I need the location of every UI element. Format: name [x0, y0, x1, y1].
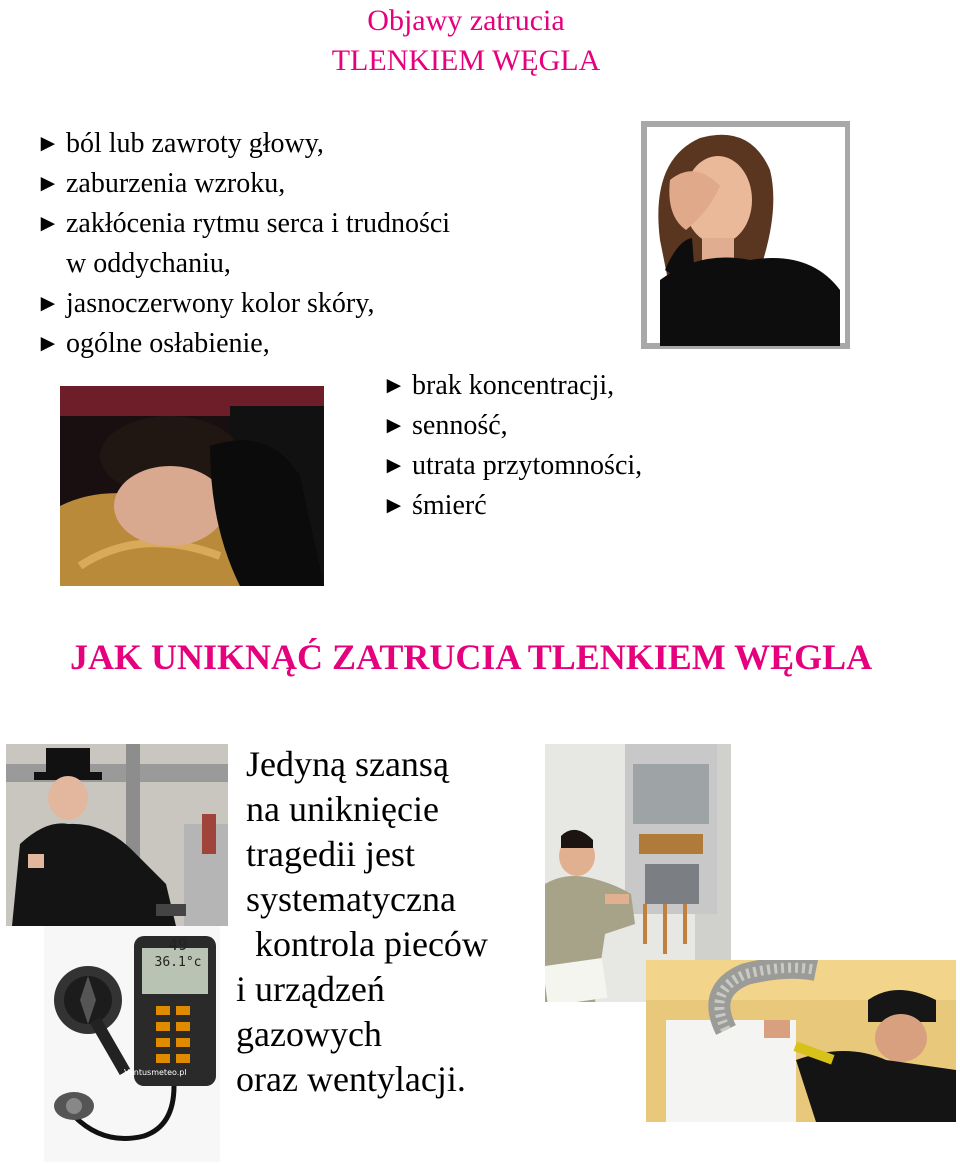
advice-line: systematyczna	[246, 879, 456, 919]
bullet-arrow-icon: ►	[36, 291, 60, 317]
bullet-arrow-icon: ►	[36, 131, 60, 157]
flue-inspection-photo	[646, 960, 956, 1122]
symptom-item: ► zaburzenia wzroku,	[36, 164, 450, 204]
anemometer-meter-photo	[44, 926, 220, 1162]
symptom-list-bottom	[382, 366, 642, 526]
sleeping-person-photo	[60, 386, 324, 586]
advice-line: gazowych	[236, 1014, 382, 1054]
bullet-arrow-icon: ►	[382, 413, 406, 439]
symptom-item: ► brak koncentracji,	[382, 366, 642, 406]
symptom-item: ► ogólne osłabienie,	[36, 324, 450, 364]
meter-display-line1: 49	[168, 935, 188, 954]
title-line-2: TLENKIEM WĘGLA	[331, 44, 601, 77]
title-line-1: Objawy zatrucia	[367, 4, 565, 37]
bullet-arrow-icon: ►	[382, 373, 406, 399]
chimney-sweep-photo	[6, 744, 228, 926]
symptom-item: ► zakłócenia rytmu serca i trudności	[36, 204, 450, 244]
symptom-item: ► jasnoczerwony kolor skóry,	[36, 284, 450, 324]
meter-brand-label: Ventusmeteo.pl	[124, 1068, 187, 1077]
headache-woman-photo	[640, 120, 850, 350]
symptom-item: ► śmierć	[382, 486, 642, 526]
bullet-arrow-icon: ►	[36, 171, 60, 197]
bullet-arrow-icon: ►	[36, 331, 60, 357]
advice-line: oraz wentylacji.	[236, 1059, 466, 1099]
advice-text	[236, 742, 488, 1102]
bullet-arrow-icon: ►	[382, 493, 406, 519]
symptom-item: ► ból lub zawroty głowy,	[36, 124, 450, 164]
symptom-item: ► utrata przytomności,	[382, 446, 642, 486]
bullet-arrow-icon: ►	[382, 453, 406, 479]
advice-line: Jedyną szansą	[246, 744, 449, 784]
advice-line: kontrola pieców	[246, 924, 488, 964]
symptom-item-continuation: w oddychaniu,	[66, 248, 231, 279]
advice-line: tragedii jest	[246, 834, 415, 874]
symptom-list-top	[36, 124, 450, 364]
prevention-heading: JAK UNIKNĄĆ ZATRUCIA TLENKIEM WĘGLA	[70, 637, 873, 677]
advice-line: i urządzeń	[236, 969, 385, 1009]
bullet-arrow-icon: ►	[36, 211, 60, 237]
meter-display	[148, 936, 208, 972]
symptom-item: ► senność,	[382, 406, 642, 446]
advice-line: na uniknięcie	[246, 789, 439, 829]
meter-display-line2: 36.1°c	[154, 955, 202, 970]
